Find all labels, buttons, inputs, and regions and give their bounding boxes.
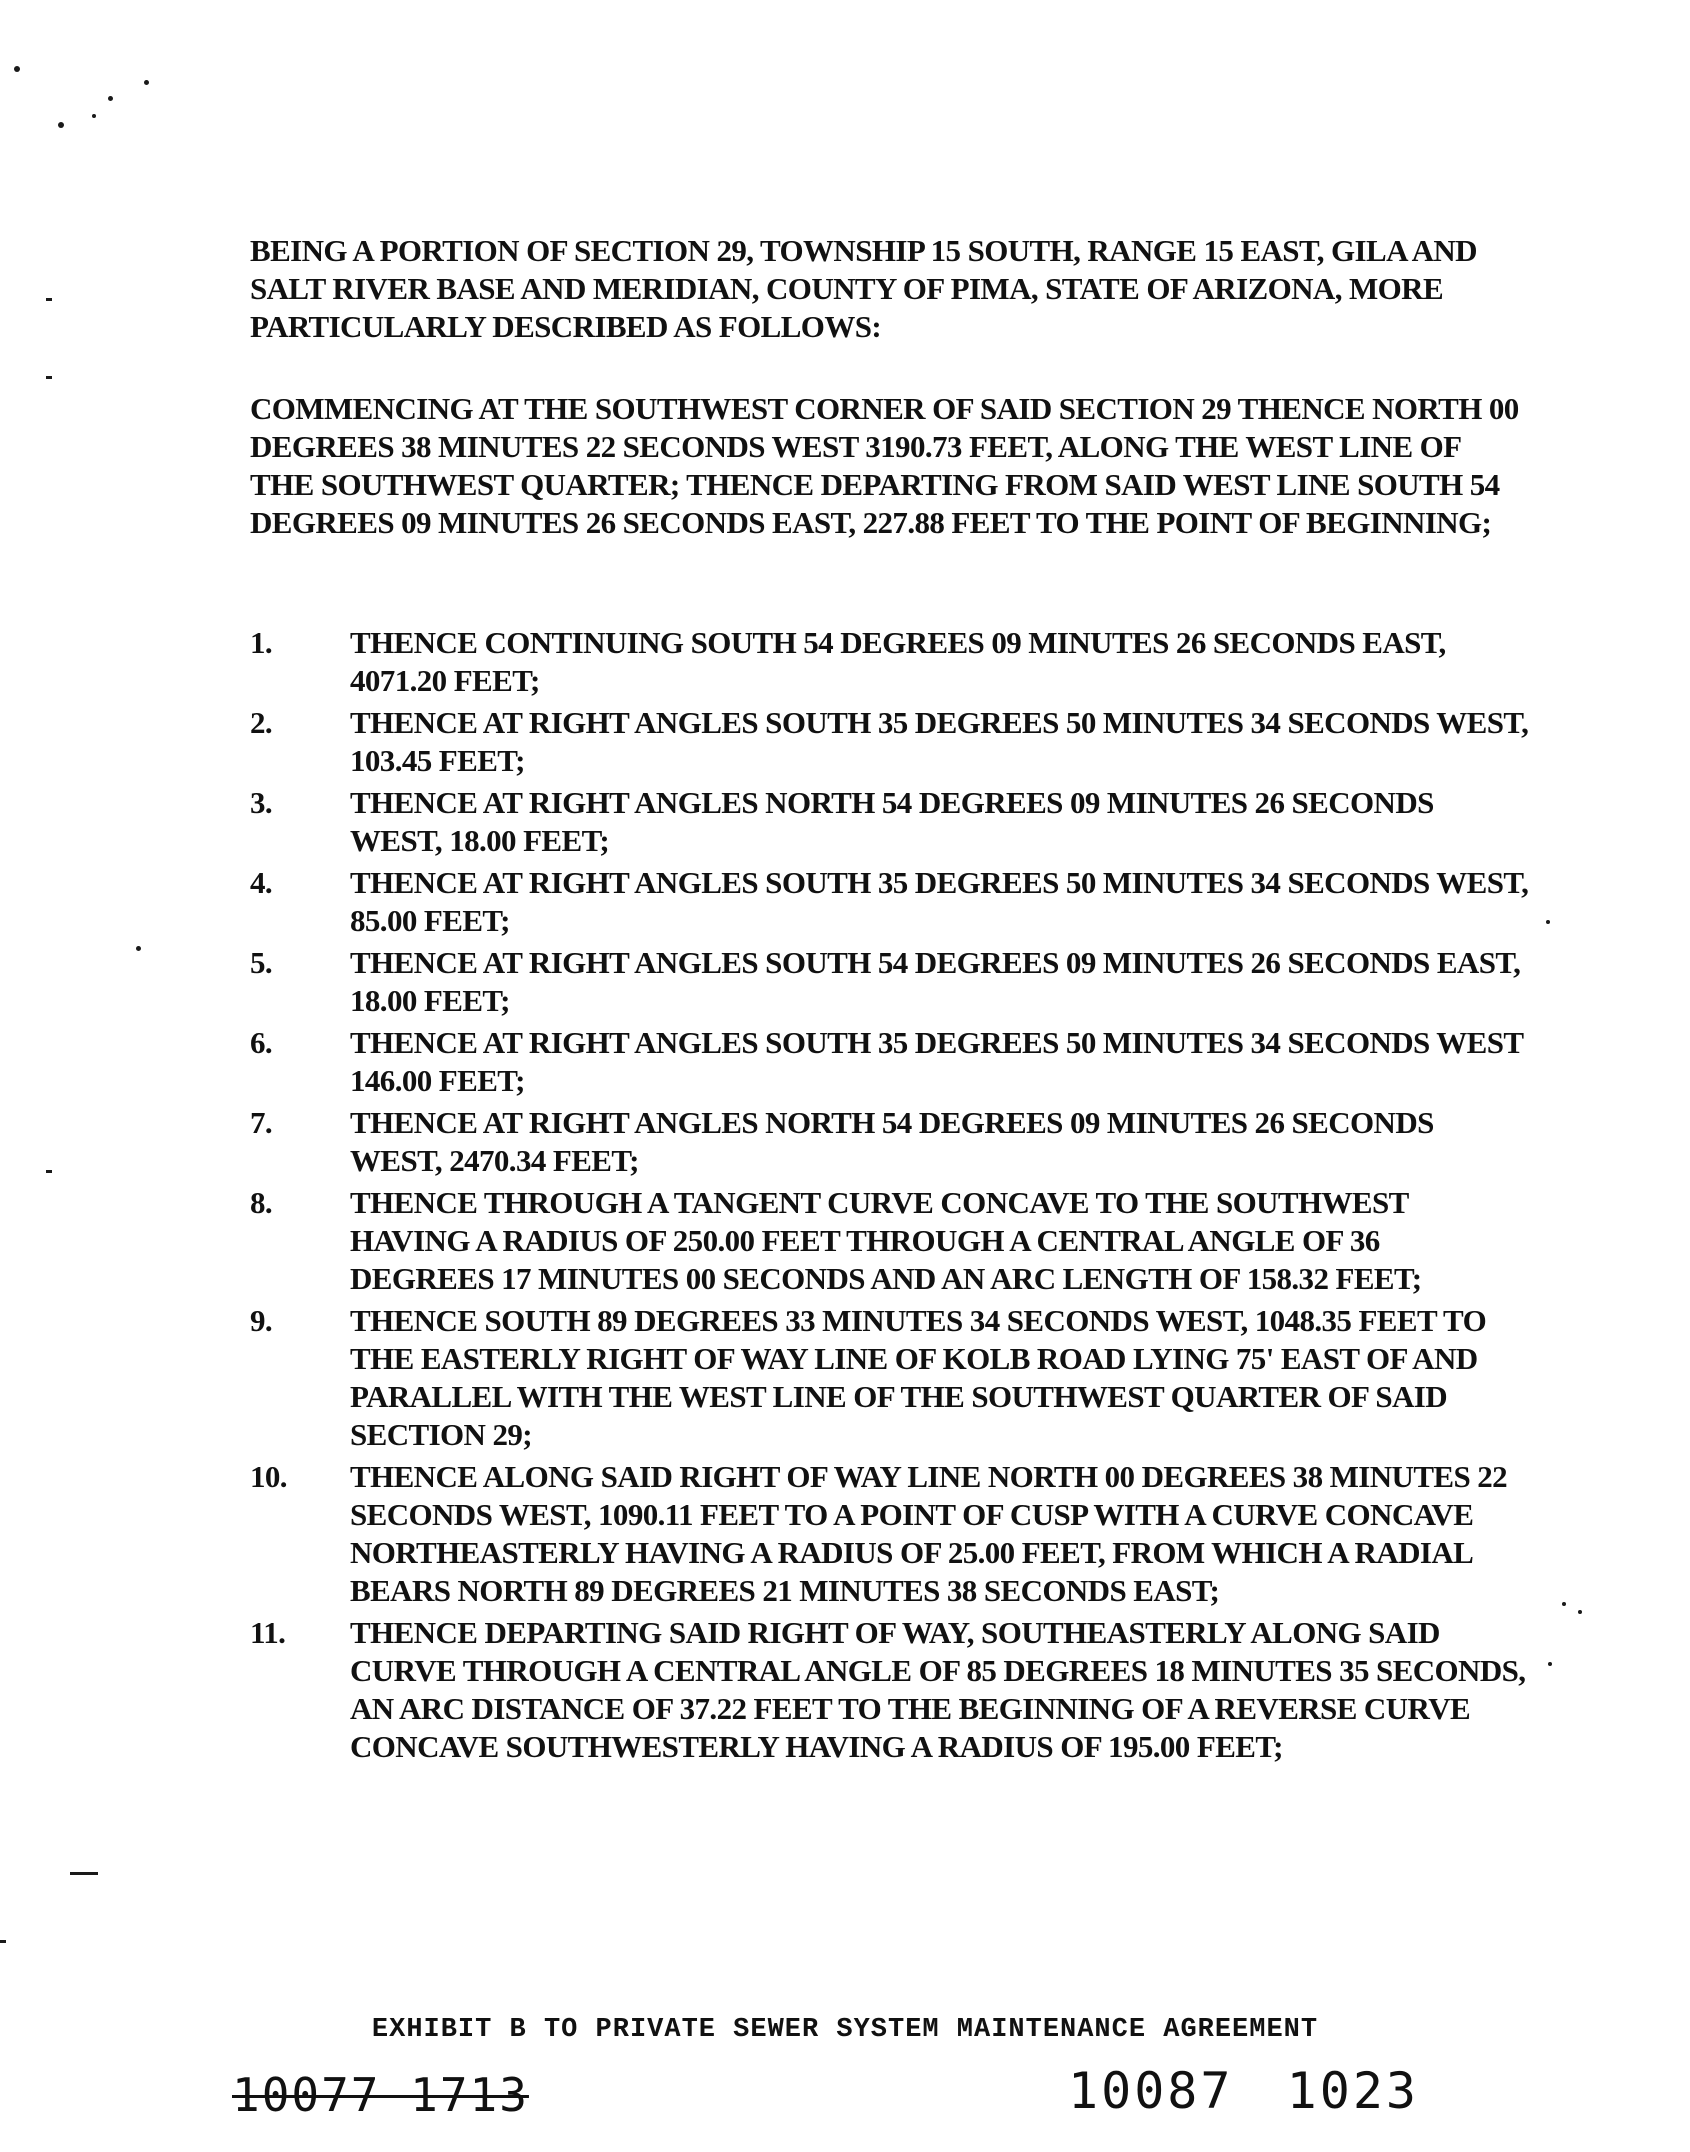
- course-text: THENCE AT RIGHT ANGLES NORTH 54 DEGREES 09 MINUTES 26 SECONDS WEST, 18.00 FEET;: [350, 785, 1434, 858]
- scan-speck: [1562, 1602, 1566, 1606]
- scan-speck: [108, 96, 113, 101]
- scan-speck: [136, 946, 141, 951]
- struck-recording-number: 10077 1713: [232, 2068, 529, 2122]
- course-number: 10.: [250, 1459, 287, 1494]
- course-item: [250, 1614, 1550, 1766]
- course-text: THENCE AT RIGHT ANGLES SOUTH 54 DEGREES 09 MINUTES 26 SECONDS EAST, 18.00 FEET;: [350, 945, 1521, 1018]
- course-number: 2.: [250, 705, 273, 740]
- course-item: [250, 944, 1550, 1020]
- exhibit-caption: EXHIBIT B TO PRIVATE SEWER SYSTEM MAINTENANCE AGREEMENT: [371, 2015, 1319, 2045]
- course-text: THENCE DEPARTING SAID RIGHT OF WAY, SOUTHEASTERLY ALONG SAID CURVE THROUGH A CENTRAL ANGLE OF 85 DEGREES 18 MINUTES 35 SECONDS, AN ARC DISTANCE OF 37.22 FEET TO THE BEGINNING OF A REVERSE CURVE CONCAVE SOUTHWESTERLY HAVING A RADIUS OF 195.00 FEET;: [350, 1615, 1526, 1764]
- scan-mark: [0, 1940, 6, 1943]
- course-list: [250, 624, 1550, 1770]
- course-item: [250, 864, 1550, 940]
- course-text: THENCE AT RIGHT ANGLES SOUTH 35 DEGREES 50 MINUTES 34 SECONDS WEST, 85.00 FEET;: [350, 865, 1529, 938]
- scan-speck: [58, 122, 64, 128]
- course-number: 5.: [250, 945, 273, 980]
- description-intro: BEING A PORTION OF SECTION 29, TOWNSHIP 15 SOUTH, RANGE 15 EAST, GILA AND SALT RIVER BASE AND MERIDIAN, COUNTY OF PIMA, STATE OF ARIZONA, MORE PARTICULARLY DESCRIBED AS FOLLOWS:: [250, 233, 1477, 344]
- course-number: 4.: [250, 865, 273, 900]
- course-number: 11.: [250, 1615, 286, 1650]
- course-item: [250, 1104, 1550, 1180]
- scan-mark: [46, 298, 52, 301]
- course-number: 6.: [250, 1025, 273, 1060]
- course-text: THENCE CONTINUING SOUTH 54 DEGREES 09 MINUTES 26 SECONDS EAST, 4071.20 FEET;: [350, 625, 1446, 698]
- course-number: 3.: [250, 785, 273, 820]
- course-text: THENCE AT RIGHT ANGLES NORTH 54 DEGREES 09 MINUTES 26 SECONDS WEST, 2470.34 FEET;: [350, 1105, 1434, 1178]
- scan-mark: [70, 1872, 98, 1875]
- course-text: THENCE AT RIGHT ANGLES SOUTH 35 DEGREES 50 MINUTES 34 SECONDS WEST, 103.45 FEET;: [350, 705, 1529, 778]
- course-item: [250, 624, 1550, 700]
- scan-mark: [46, 1170, 52, 1173]
- course-text: THENCE SOUTH 89 DEGREES 33 MINUTES 34 SECONDS WEST, 1048.35 FEET TO THE EASTERLY RIGHT OF WAY LINE OF KOLB ROAD LYING 75' EAST OF AND PARALLEL WITH THE WEST LINE OF THE SOUTHWEST QUARTER OF SAID SECTION 29;: [350, 1303, 1487, 1452]
- course-text: THENCE AT RIGHT ANGLES SOUTH 35 DEGREES 50 MINUTES 34 SECONDS WEST 146.00 FEET;: [350, 1025, 1523, 1098]
- course-item: [250, 1458, 1550, 1610]
- commencing-paragraph: COMMENCING AT THE SOUTHWEST CORNER OF SAID SECTION 29 THENCE NORTH 00 DEGREES 38 MINUTES 22 SECONDS WEST 3190.73 FEET, ALONG THE WEST LINE OF THE SOUTHWEST QUARTER; THENCE DEPARTING FROM SAID WEST LINE SOUTH 54 DEGREES 09 MINUTES 26 SECONDS EAST, 227.88 FEET TO THE POINT OF BEGINNING;: [250, 391, 1519, 540]
- scan-speck: [1578, 1610, 1582, 1614]
- course-number: 8.: [250, 1185, 273, 1220]
- course-number: 7.: [250, 1105, 273, 1140]
- scan-mark: [46, 376, 52, 379]
- course-item: [250, 1024, 1550, 1100]
- course-item: [250, 704, 1550, 780]
- course-text: THENCE THROUGH A TANGENT CURVE CONCAVE TO THE SOUTHWEST HAVING A RADIUS OF 250.00 FEET THROUGH A CENTRAL ANGLE OF 36 DEGREES 17 MINUTES 00 SECONDS AND AN ARC LENGTH OF 158.32 FEET;: [350, 1185, 1422, 1296]
- course-number: 9.: [250, 1303, 273, 1338]
- course-item: [250, 1184, 1550, 1298]
- recording-number: 10087 1023: [1068, 2062, 1420, 2120]
- course-text: THENCE ALONG SAID RIGHT OF WAY LINE NORTH 00 DEGREES 38 MINUTES 22 SECONDS WEST, 1090.11 FEET TO A POINT OF CUSP WITH A CURVE CONCAVE NORTHEASTERLY HAVING A RADIUS OF 25.00 FEET, FROM WHICH A RADIAL BEARS NORTH 89 DEGREES 21 MINUTES 38 SECONDS EAST;: [350, 1459, 1508, 1608]
- scan-speck: [144, 80, 149, 85]
- course-item: [250, 1302, 1550, 1454]
- scan-speck: [92, 114, 96, 118]
- scan-speck: [14, 66, 20, 72]
- course-number: 1.: [250, 625, 273, 660]
- course-item: [250, 784, 1550, 860]
